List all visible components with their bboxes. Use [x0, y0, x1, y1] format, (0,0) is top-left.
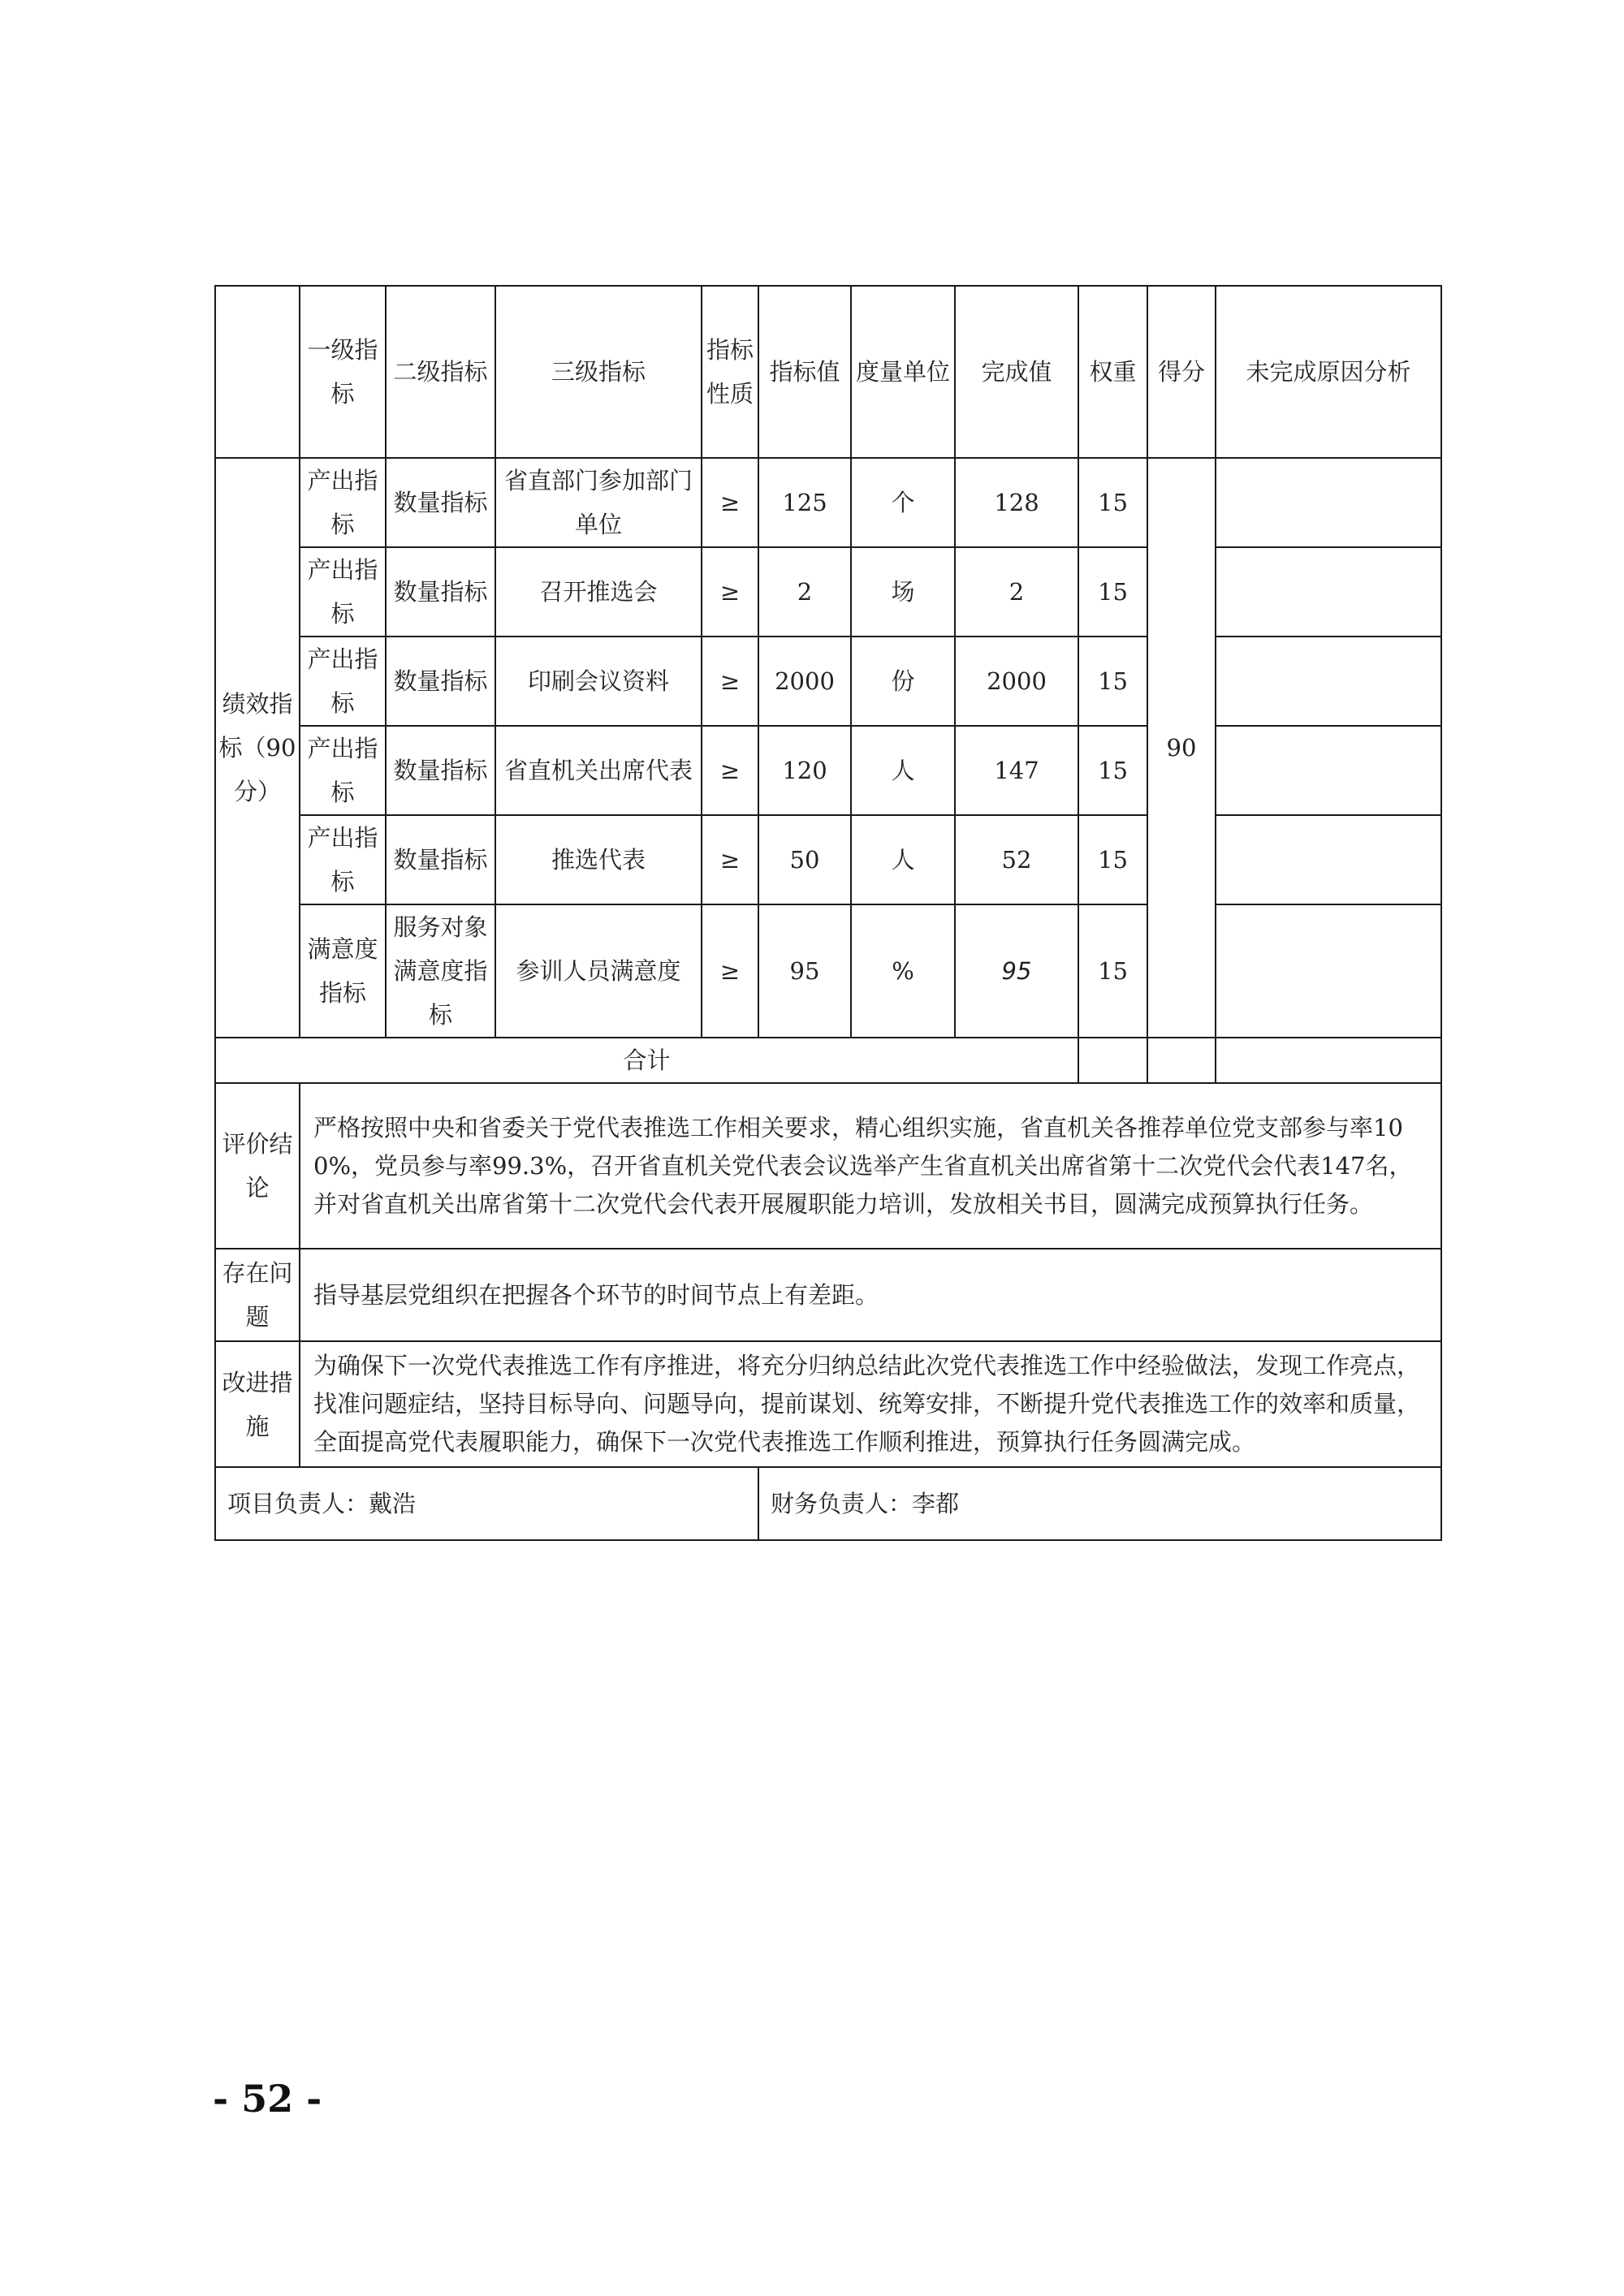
table-row — [215, 726, 1441, 815]
cell-unit: % — [851, 904, 955, 1038]
cell-level3: 召开推选会 — [495, 547, 702, 637]
cell-target: 125 — [758, 458, 851, 547]
cell-level1: 产出指标 — [300, 726, 386, 815]
header-target: 指标值 — [758, 286, 851, 458]
cell-nature: ≥ — [702, 458, 758, 547]
cell-analysis — [1216, 726, 1441, 815]
cell-actual: 128 — [955, 458, 1078, 547]
header-section-cell — [215, 286, 300, 458]
cell-level1: 产出指标 — [300, 815, 386, 904]
cell-level3: 推选代表 — [495, 815, 702, 904]
cell-level1: 产出指标 — [300, 458, 386, 547]
header-weight: 权重 — [1078, 286, 1147, 458]
cell-level3: 参训人员满意度 — [495, 904, 702, 1038]
cell-actual: 2000 — [955, 637, 1078, 726]
page-number: - 52 - — [213, 2077, 322, 2121]
project-lead: 项目负责人：戴浩 — [215, 1467, 758, 1540]
section-label: 绩效指标（90分） — [215, 458, 300, 1038]
cell-analysis — [1216, 904, 1441, 1038]
cell-weight: 15 — [1078, 637, 1147, 726]
cell-level2: 数量指标 — [386, 637, 495, 726]
cell-nature: ≥ — [702, 547, 758, 637]
header-level2: 二级指标 — [386, 286, 495, 458]
cell-weight: 15 — [1078, 547, 1147, 637]
cell-target: 50 — [758, 815, 851, 904]
measures-text: 为确保下一次党代表推选工作有序推进，将充分归纳总结此次党代表推选工作中经验做法，发现工作亮点，找准问题症结，坚持目标导向、问题导向，提前谋划、统筹安排，不断提升党代表推选工作的效率和质量，全面提高党代表履职能力，确保下一次党代表推选工作顺利推进，预算执行任务圆满完成。 — [300, 1341, 1441, 1467]
cell-level2: 数量指标 — [386, 726, 495, 815]
cell-nature: ≥ — [702, 904, 758, 1038]
header-analysis: 未完成原因分析 — [1216, 286, 1441, 458]
cell-level2: 数量指标 — [386, 815, 495, 904]
cell-level3: 省直部门参加部门单位 — [495, 458, 702, 547]
header-level1: 一级指标 — [300, 286, 386, 458]
cell-actual: 52 — [955, 815, 1078, 904]
header-score: 得分 — [1147, 286, 1216, 458]
cell-weight: 15 — [1078, 726, 1147, 815]
finance-lead: 财务负责人：李都 — [758, 1467, 1441, 1540]
cell-target: 2 — [758, 547, 851, 637]
cell-analysis — [1216, 547, 1441, 637]
table-row — [215, 904, 1441, 1038]
total-label: 合计 — [215, 1038, 1078, 1083]
cell-unit: 个 — [851, 458, 955, 547]
cell-level1: 产出指标 — [300, 547, 386, 637]
cell-unit: 人 — [851, 815, 955, 904]
cell-level1: 产出指标 — [300, 637, 386, 726]
total-score — [1147, 1038, 1216, 1083]
table-row — [215, 637, 1441, 726]
table-row — [215, 458, 1441, 547]
cell-level1: 满意度指标 — [300, 904, 386, 1038]
cell-actual: 2 — [955, 547, 1078, 637]
table-row — [215, 547, 1441, 637]
cell-target: 2000 — [758, 637, 851, 726]
header-actual: 完成值 — [955, 286, 1078, 458]
total-analysis — [1216, 1038, 1441, 1083]
cell-weight: 15 — [1078, 904, 1147, 1038]
measures-row — [215, 1341, 1441, 1467]
measures-label: 改进措施 — [215, 1341, 300, 1467]
cell-nature: ≥ — [702, 815, 758, 904]
cell-analysis — [1216, 637, 1441, 726]
cell-level2: 数量指标 — [386, 458, 495, 547]
performance-table — [214, 285, 1442, 1541]
signature-row — [215, 1467, 1441, 1540]
cell-unit: 份 — [851, 637, 955, 726]
header-level3: 三级指标 — [495, 286, 702, 458]
issues-text: 指导基层党组织在把握各个环节的时间节点上有差距。 — [300, 1249, 1441, 1341]
cell-actual: 95 — [955, 904, 1078, 1038]
cell-weight: 15 — [1078, 815, 1147, 904]
cell-unit: 人 — [851, 726, 955, 815]
cell-target: 120 — [758, 726, 851, 815]
issues-row — [215, 1249, 1441, 1341]
cell-level2: 服务对象满意度指标 — [386, 904, 495, 1038]
header-unit: 度量单位 — [851, 286, 955, 458]
cell-unit: 场 — [851, 547, 955, 637]
cell-analysis — [1216, 815, 1441, 904]
cell-nature: ≥ — [702, 726, 758, 815]
total-row — [215, 1038, 1441, 1083]
table-row — [215, 815, 1441, 904]
cell-level2: 数量指标 — [386, 547, 495, 637]
score-total: 90 — [1147, 458, 1216, 1038]
evaluation-row — [215, 1083, 1441, 1249]
cell-actual: 147 — [955, 726, 1078, 815]
total-weight — [1078, 1038, 1147, 1083]
cell-weight: 15 — [1078, 458, 1147, 547]
cell-target: 95 — [758, 904, 851, 1038]
evaluation-text: 严格按照中央和省委关于党代表推选工作相关要求，精心组织实施，省直机关各推荐单位党支部参与率100%，党员参与率99.3%，召开省直机关党代表会议选举产生省直机关出席省第十二次党代会代表147名，并对省直机关出席省第十二次党代会代表开展履职能力培训，发放相关书目，圆满完成预算执行任务。 — [300, 1083, 1441, 1249]
cell-nature: ≥ — [702, 637, 758, 726]
table-header-row — [215, 286, 1441, 458]
cell-level3: 印刷会议资料 — [495, 637, 702, 726]
issues-label: 存在问题 — [215, 1249, 300, 1341]
header-nature: 指标性质 — [702, 286, 758, 458]
cell-analysis — [1216, 458, 1441, 547]
evaluation-label: 评价结论 — [215, 1083, 300, 1249]
cell-level3: 省直机关出席代表 — [495, 726, 702, 815]
